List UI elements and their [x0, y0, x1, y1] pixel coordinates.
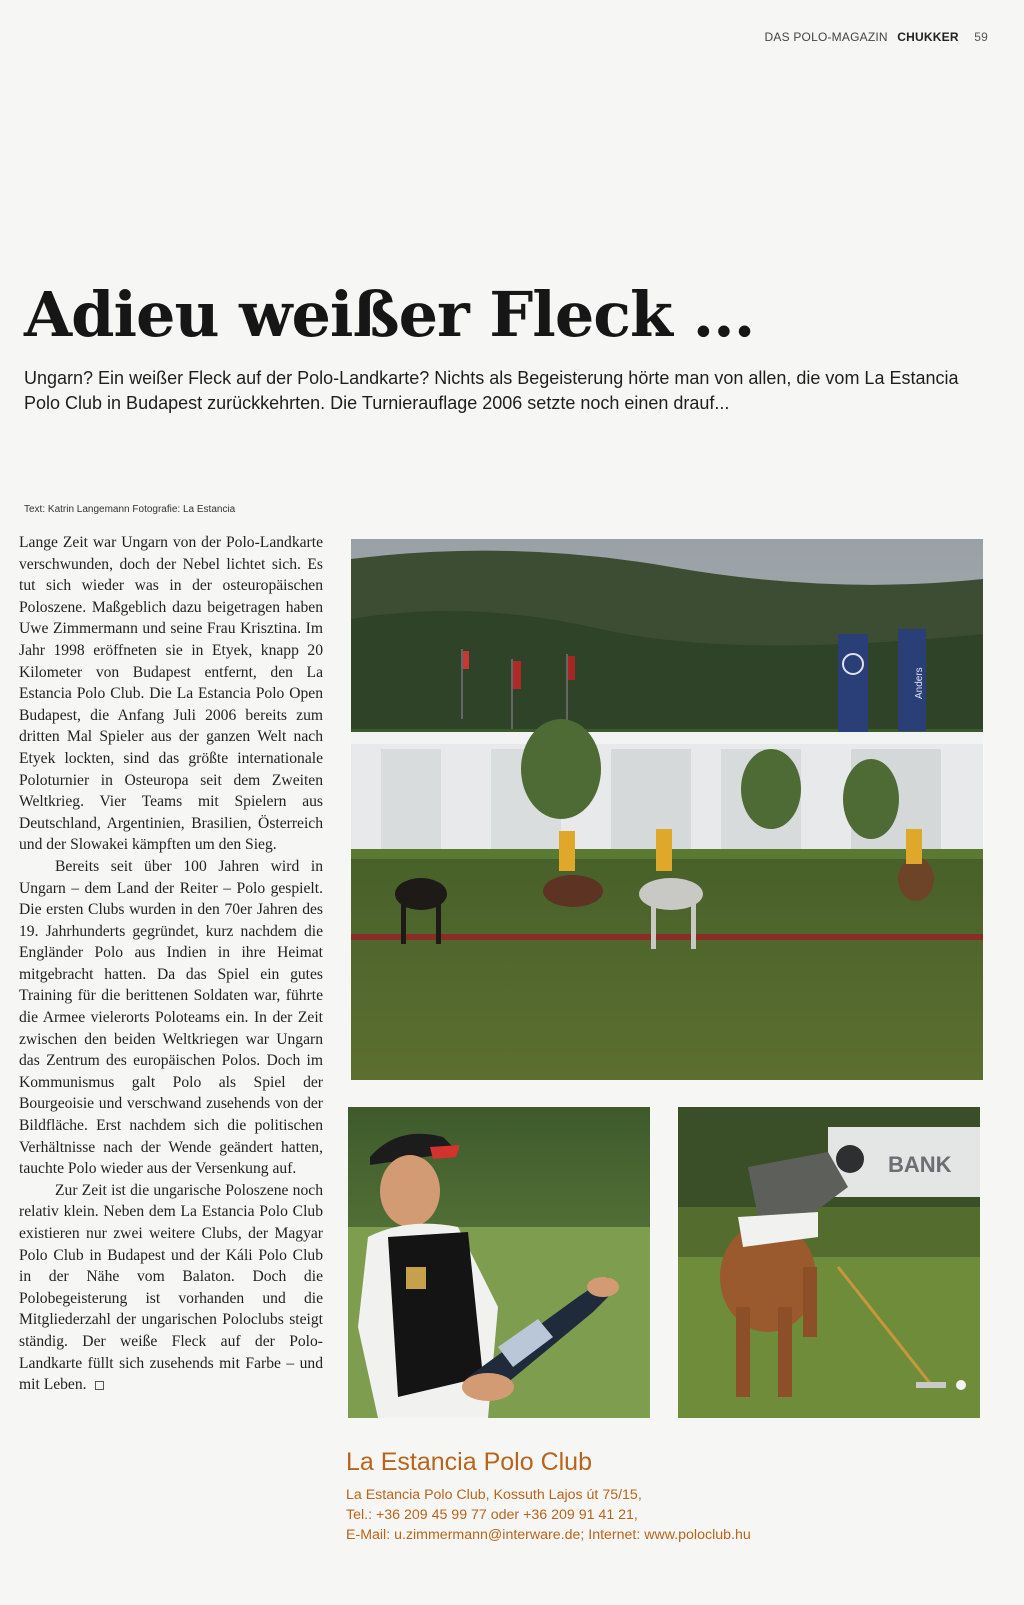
polo-player-photo — [678, 1107, 980, 1418]
body-paragraph — [19, 1180, 323, 1396]
body-paragraph-text: Zur Zeit ist die ungarische Poloszene noch relativ klein. Neben dem La Estancia Polo Club existieren nur zwei weitere Clubs, der Magyar Polo Club in Budapest und der Káli Polo Club in der Nähe vom Balaton. Doch die Polobegeisterung ist vorhanden und die Mitgliederzahl der ungarischen Poloclubs steigt ständig. Der weiße Fleck auf der Polo-Landkarte füllt sich zusehends mit Farbe – und mit Leben. — [19, 1181, 323, 1394]
player-champagne-photo — [348, 1107, 650, 1418]
article-body — [19, 532, 323, 1396]
running-header — [765, 30, 988, 44]
body-paragraph: Bereits seit über 100 Jahren wird in Ungarn – dem Land der Reiter – Polo gespielt. Die ersten Clubs wurden in den 70er Jahren des 19. Jahrhunderts gegründet, kurz nachdem die Engländer Polo aus Indien in ihre Heimat mitgebracht hatten. Da das Spiel ein gutes Training für die berittenen Soldaten war, führte die Armee vielerorts Poloteams ein. In der Zeit zwischen den beiden Weltkriegen war Ungarn das Zentrum des europäischen Polos. Doch im Kommunismus galt Polo als Spiel der Bourgeoisie und verschwand zusehends von der Bildfläche. Erst nachdem sich die politischen Verhältnisse nach der Wende geändert hatten, tauchte Polo wieder aus der Versenkung auf. — [19, 857, 323, 1178]
club-contact: E-Mail: u.zimmermann@interware.de; Internet: www.poloclub.hu — [346, 1527, 751, 1543]
article-credits: Text: Katrin Langemann Fotografie: La Estancia — [24, 504, 236, 515]
club-address: La Estancia Polo Club, Kossuth Lajos út 75/15, — [346, 1487, 642, 1503]
article-title: Adieu weißer Fleck ... — [24, 278, 755, 351]
magazine-label: DAS POLO-MAGAZIN — [764, 30, 888, 44]
club-phone: Tel.: +36 209 45 99 77 oder +36 209 91 41 21, — [346, 1507, 638, 1523]
body-paragraph: Lange Zeit war Ungarn von der Polo-Landkarte verschwunden, doch der Nebel lichtet sich. Es tut sich wieder was in der osteuropäischen Poloszene. Maßgeblich dazu beigetragen haben Uwe Zimmermann und seine Frau Krisztina. Im Jahr 1998 eröffneten sie in Etyek, knapp 20 Kilometer von Budapest entfernt, den La Estancia Polo Club. Die La Estancia Polo Open Budapest, die Anfang Juli 2006 bereits zum dritten Mal Spieler aus der ganzen Welt nach Etyek lockten, sind das größte internationale Poloturnier in Osteuropa seit dem Zweiten Weltkrieg. Vier Teams mit Spielern aus Deutschland, Argentinien, Brasilien, Österreich und der Slowakei kämpften um den Sieg. — [19, 534, 323, 854]
club-info-box — [346, 1448, 986, 1545]
page-number: 59 — [974, 30, 988, 44]
club-name: La Estancia Polo Club — [346, 1448, 592, 1476]
article-intro: Ungarn? Ein weißer Fleck auf der Polo-Landkarte? Nichts als Begeisterung hörte man von allen, die vom La Estancia Polo Club in Budapest zurückkehrten. Die Turnierauflage 2006 setzte noch einen drauf... — [24, 368, 959, 413]
magazine-brand: CHUKKER — [897, 30, 959, 44]
sponsor-banner-text: Anders — [914, 667, 925, 699]
end-of-article-mark — [95, 1381, 104, 1390]
sponsor-board-text: BANK — [888, 1152, 952, 1177]
polo-field-photo — [351, 539, 983, 1080]
